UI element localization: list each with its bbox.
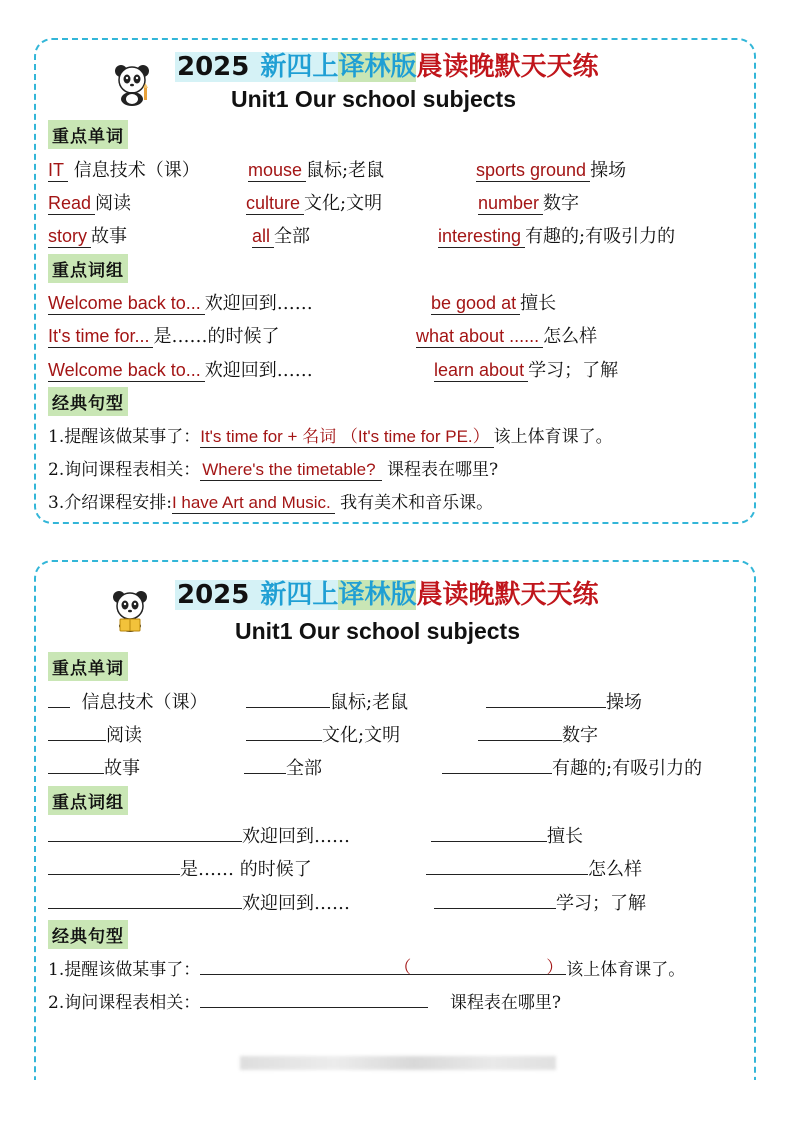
vocab-meaning: 故事 (104, 758, 140, 779)
answer-blank[interactable] (48, 722, 106, 741)
vocab-item (246, 688, 408, 714)
sentence-item (48, 488, 493, 514)
title-grade: 新四上 (260, 580, 339, 610)
vocab-answer: interesting (438, 226, 525, 248)
answer-blank[interactable] (48, 755, 104, 774)
answer-blank[interactable] (48, 823, 242, 842)
vocab-answer: culture (246, 193, 304, 215)
vocab-answer: story (48, 226, 91, 248)
worksheet-card-answers (34, 38, 756, 524)
title-practice: 晨读晚默天天练 (416, 52, 599, 82)
vocab-answer: all (252, 226, 274, 248)
phrase-meaning: 欢迎回到…… (204, 293, 313, 314)
sentence-item (48, 422, 613, 448)
answer-blank[interactable] (200, 955, 566, 975)
sentence-translation: 该上体育课了。 (566, 960, 686, 980)
section-heading-sentences: 经典句型 (48, 920, 128, 949)
phrase-item (426, 855, 642, 881)
answer-blank[interactable] (442, 755, 552, 774)
vocab-meaning: 信息技术（课） (68, 160, 200, 181)
answer-blank[interactable] (434, 890, 556, 909)
answer-blank[interactable] (426, 856, 588, 875)
vocab-item (486, 688, 642, 714)
vocab-item (48, 222, 127, 248)
phrase-meaning: 欢迎回到…… (204, 360, 313, 381)
phrase-item (48, 855, 312, 881)
vocab-meaning: 全部 (286, 758, 322, 779)
phrase-item (48, 322, 279, 348)
answer-blank[interactable] (478, 722, 562, 741)
phrase-item (434, 356, 618, 382)
vocab-meaning: 文化;文明 (304, 193, 383, 214)
vocab-item (48, 754, 140, 780)
vocab-meaning: 文化;文明 (322, 725, 401, 746)
title-edition: 译林版 (338, 580, 417, 610)
vocab-item (48, 156, 200, 182)
answer-blank[interactable] (246, 722, 322, 741)
vocab-item (48, 688, 207, 714)
title-practice: 晨读晚默天天练 (416, 580, 599, 610)
vocab-item (244, 754, 322, 780)
phrase-item (48, 822, 350, 848)
vocab-answer: sports ground (476, 160, 590, 182)
sentence-translation: 课程表在哪里? (381, 460, 499, 480)
answer-blank[interactable] (200, 989, 428, 1008)
sentence-answer: I have Art and Music. (172, 493, 335, 514)
phrase-meaning: 学习；了解 (528, 360, 619, 381)
phrase-meaning: 怎么样 (543, 326, 598, 347)
unit-title: Unit1 Our school subjects (231, 86, 516, 112)
close-paren: ） (546, 958, 564, 977)
phrase-meaning: 是……的时候了 (153, 326, 280, 347)
sentence-answer: It's time for + 名词 （It's time for PE.） (200, 422, 493, 448)
panda-reading-icon (108, 588, 152, 632)
vocab-meaning: 数字 (562, 725, 598, 746)
title-grade: 新四上 (260, 52, 339, 82)
vocab-meaning: 鼠标;老鼠 (330, 692, 409, 713)
panda-icon (110, 62, 154, 106)
answer-blank[interactable] (48, 856, 180, 875)
vocab-item (248, 156, 384, 182)
phrase-item (431, 289, 556, 315)
title-edition: 译林版 (338, 52, 417, 82)
sentence-item (48, 988, 561, 1013)
sentence-prompt: 2.询问课程表相关： (48, 993, 201, 1013)
sentence-item (48, 955, 685, 980)
answer-blank[interactable] (431, 823, 547, 842)
vocab-item (442, 754, 702, 780)
card-title (175, 46, 598, 83)
phrase-item (48, 356, 313, 382)
phrase-meaning: 欢迎回到…… (242, 893, 350, 914)
vocab-answer: mouse (248, 160, 306, 182)
answer-blank[interactable] (486, 689, 606, 708)
answer-blank[interactable] (48, 689, 70, 708)
answer-blank[interactable] (246, 689, 330, 708)
phrase-answer: Welcome back to... (48, 360, 205, 382)
phrase-answer: learn about (434, 360, 528, 382)
sentence-prompt: 3.介绍课程安排: (48, 493, 172, 513)
vocab-item (252, 222, 310, 248)
vocab-item (478, 189, 579, 215)
phrase-answer: be good at (431, 293, 520, 315)
phrase-item (48, 289, 313, 315)
vocab-item (246, 189, 382, 215)
sentence-answer: Where's the timetable? (200, 460, 381, 481)
vocab-answer: Read (48, 193, 95, 215)
worksheet-card-blank (34, 560, 756, 1080)
title-year: 2025 (177, 580, 259, 610)
vocab-meaning: 鼠标;老鼠 (306, 160, 385, 181)
sentence-prompt: 2.询问课程表相关： (48, 460, 201, 480)
vocab-meaning: 有趣的;有吸引力的 (525, 226, 676, 247)
vocab-meaning: 故事 (91, 226, 128, 247)
phrase-meaning: 是…… 的时候了 (180, 859, 312, 880)
answer-blank[interactable] (244, 755, 286, 774)
vocab-item (478, 721, 598, 747)
phrase-answer: what about ...... (416, 326, 543, 348)
phrase-meaning: 擅长 (547, 826, 583, 847)
section-heading-vocab: 重点单词 (48, 652, 128, 681)
card-title (175, 574, 598, 611)
phrase-meaning: 怎么样 (588, 859, 642, 880)
vocab-meaning: 操场 (590, 160, 627, 181)
blurred-footer (240, 1056, 556, 1070)
vocab-item (246, 721, 400, 747)
sentence-translation: 该上体育课了。 (493, 427, 613, 447)
vocab-meaning: 阅读 (95, 193, 132, 214)
vocab-answer: IT (48, 160, 68, 182)
phrase-item (434, 889, 646, 915)
vocab-answer: number (478, 193, 543, 215)
vocab-item (438, 222, 675, 248)
unit-title: Unit1 Our school subjects (235, 618, 520, 644)
phrase-item (431, 822, 583, 848)
vocab-meaning: 操场 (606, 692, 642, 713)
vocab-meaning: 全部 (274, 226, 311, 247)
vocab-meaning: 阅读 (106, 725, 142, 746)
sentence-translation: 我有美术和音乐课。 (334, 493, 494, 513)
sentence-prompt: 1.提醒该做某事了： (48, 960, 201, 980)
sentence-translation: 课程表在哪里? (449, 993, 561, 1013)
vocab-item (48, 721, 142, 747)
vocab-item (48, 189, 131, 215)
vocab-item (476, 156, 626, 182)
phrase-answer: Welcome back to... (48, 293, 205, 315)
vocab-meaning: 信息技术（课） (81, 692, 208, 713)
phrase-meaning: 欢迎回到…… (242, 826, 350, 847)
sentence-prompt: 1.提醒该做某事了： (48, 427, 201, 447)
section-heading-vocab: 重点单词 (48, 120, 128, 149)
title-year: 2025 (177, 52, 259, 82)
phrase-item (48, 889, 350, 915)
section-heading-phrases: 重点词组 (48, 786, 128, 815)
phrase-answer: It's time for... (48, 326, 153, 348)
answer-blank[interactable] (48, 890, 242, 909)
phrase-meaning: 擅长 (520, 293, 557, 314)
open-paren: （ (394, 958, 412, 977)
sentence-item (48, 455, 498, 481)
section-heading-sentences: 经典句型 (48, 387, 128, 416)
section-heading-phrases: 重点词组 (48, 254, 128, 283)
phrase-meaning: 学习；了解 (556, 893, 646, 914)
phrase-item (416, 322, 597, 348)
vocab-meaning: 数字 (543, 193, 580, 214)
vocab-meaning: 有趣的;有吸引力的 (552, 758, 703, 779)
